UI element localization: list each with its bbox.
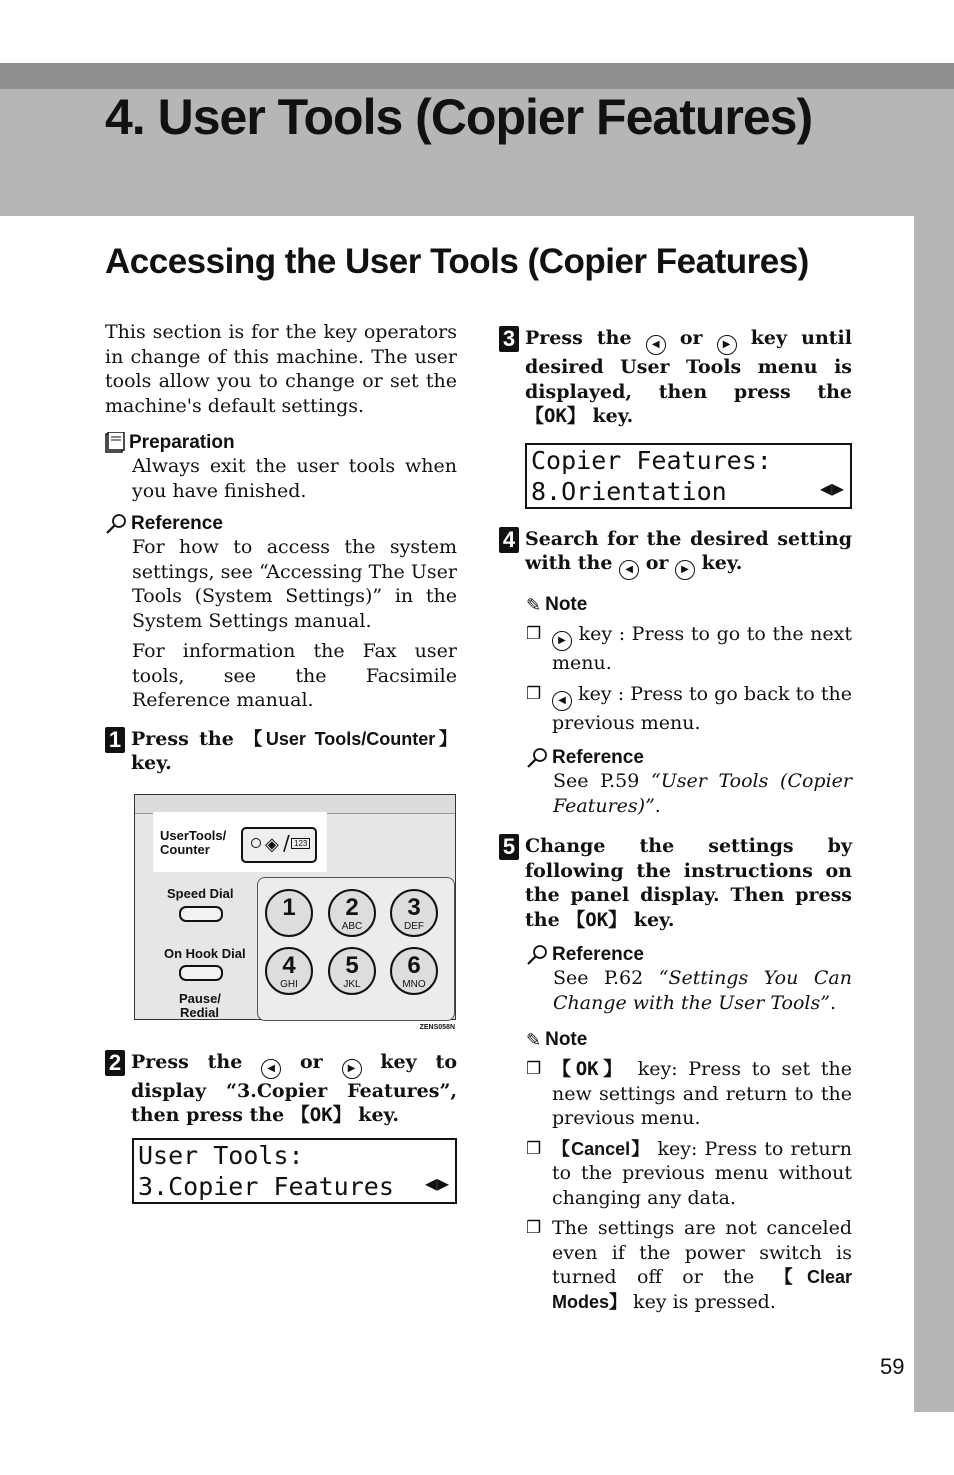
left-arrow-key-icon: ◀ [261,1059,281,1079]
diamond-icon: ◈ [265,833,279,855]
section-title: Accessing the User Tools (Copier Features) [105,242,809,281]
note-label-1: Note [545,594,588,615]
right-arrow-key-icon: ▶ [675,560,695,580]
note-heading-1 [526,594,852,616]
reference-label-3: Reference [552,944,644,965]
chapter-title: 4. User Tools (Copier Features) [105,89,813,145]
lcd-scroll-arrows-icon: ◀▶ [819,475,844,500]
key-4-letters: GHI [280,978,298,990]
step-number-4: 4 [499,527,519,553]
key-4-number: 4 [282,951,296,979]
right-column [499,320,852,1314]
figure-code: ZENS058N [419,1023,455,1031]
keypad-key-4 [265,947,313,995]
on-hook-dial-label: On Hook Dial [164,945,246,961]
preparation-label: Preparation [129,432,235,453]
step-5-text [525,834,852,932]
note-1-bullet-2 [526,682,852,736]
checkbox-icon: ❒ [526,1059,542,1079]
key-5-letters: JKL [343,978,361,990]
lcd-display-copier-features [525,443,852,509]
step-3-text [525,326,852,429]
step-4-end: key. [695,552,743,574]
indicator-icon [251,838,261,848]
note-2-bullet-3-pre: The settings are not canceled even if the power switch is turned off or the [552,1217,852,1288]
reference-heading-1 [105,513,457,535]
reference-3-post: . [829,991,836,1014]
step-2 [105,1050,457,1128]
key-3-letters: DEF [404,920,424,932]
key-3-number: 3 [407,893,421,921]
reference-label-2: Reference [552,747,644,768]
pencil-icon: ✎ [526,594,542,616]
step-5-end: key. [627,908,675,931]
reference-text-1b: For information the Fax user tools, see the Facsimile Reference manual. [132,640,457,711]
step-number-1: 1 [105,727,125,753]
step-2-end: key. [351,1104,400,1126]
key-5-number: 5 [345,951,359,979]
lcd-scroll-arrows-icon: ◀▶ [424,1170,449,1195]
lcd-line-1: Copier Features: [531,445,772,475]
note-label-2: Note [545,1029,588,1050]
preparation-heading [105,432,457,454]
note-heading-2 [526,1029,852,1051]
checkbox-icon: ❒ [526,1138,542,1159]
keypad-key-3 [390,889,438,937]
keypad-key-5 [328,947,376,995]
cancel-key-label: 【Cancel】 [552,1138,651,1159]
reference-text-1a: For how to access the system settings, see “Accessing The User Tools (System Settings)” in the System Settings manual. [132,536,457,632]
step-4-or: or [639,552,675,574]
step-3-pre: Press the [525,327,646,349]
keypad-key-2 [328,889,376,937]
side-band [914,216,954,1412]
note-1-bullet-1 [526,622,852,676]
left-arrow-key-icon: ◀ [646,335,666,355]
note-1-bullet-1-text: key : Press to go to the next menu. [552,623,852,674]
reference-heading-3 [526,944,852,966]
step-4-pre: Search for the desired setting with the [525,527,852,574]
step-4 [499,527,852,581]
left-column [105,320,457,1204]
step-3 [499,326,852,429]
magnifier-icon [105,513,127,535]
note-2-bullet-1 [526,1057,852,1131]
ok-key-label: 【OK】 [525,405,586,427]
step-3-post: key until desired User Tools menu is displayed, then press the [525,327,852,403]
speed-dial-label: Speed Dial [167,885,234,901]
step-2-post: key to display “3.Copier Features”, then press the [131,1050,457,1126]
speed-dial-button [179,906,223,922]
key-6-number: 6 [407,951,421,979]
step-2-or: or [281,1050,342,1073]
lcd-line-1: User Tools: [138,1140,304,1170]
step-1-text [131,727,457,776]
user-tools-counter-key: 【User Tools/Counter】 [244,728,457,749]
step-1-pre: Press the [131,727,245,750]
reference-2-pre: See P.59 [553,770,651,792]
chapter-top-bar [0,63,954,89]
lcd-display-user-tools [132,1138,457,1204]
checkbox-icon: ❒ [526,683,542,704]
usertools-label: UserTools/ [160,827,227,843]
left-arrow-key-icon: ◀ [552,691,572,711]
preparation-text: Always exit the user tools when you have finished. [132,455,457,502]
reference-label-1: Reference [131,513,223,534]
note-1-bullet-2-text: key : Press to go back to the previous menu. [552,682,852,734]
reference-3-link[interactable]: “Settings You Can Change with the User Tools” [553,967,852,1014]
step-5-main: Change the settings by following the instructions on the panel display. Then press the [525,835,852,931]
right-arrow-key-icon: ▶ [552,631,572,651]
on-hook-dial-button [179,965,223,981]
ok-key-label: 【OK】 [552,1058,627,1080]
keypad-key-6 [390,947,438,995]
step-3-or: or [665,327,717,349]
step-number-3: 3 [499,326,519,352]
pencil-icon: ✎ [526,1029,542,1051]
step-3-end: key. [585,405,634,427]
keypad-key-1 [265,889,313,937]
note-2-bullet-1-text: key: Press to set the new settings and return to the previous menu. [552,1058,852,1129]
reference-text-3 [553,966,852,1015]
step-2-text [131,1050,457,1128]
step-4-text [525,527,852,581]
step-1-post: key. [131,752,172,774]
note-2-bullet-2 [526,1137,852,1211]
reference-2-post: . [654,794,661,817]
slash-icon: / [283,830,290,855]
magnifier-icon [526,944,548,966]
left-arrow-key-icon: ◀ [619,560,639,580]
reference-2-link[interactable]: “User Tools (Copier Features)” [553,770,852,817]
reference-text-2 [553,769,852,818]
step-2-pre: Press the [131,1050,262,1073]
lcd-line-2: 8.Orientation [531,476,727,506]
ok-key-label: 【OK】 [290,1104,352,1126]
magnifier-icon [526,747,548,769]
key-1-number: 1 [282,893,296,921]
note-2-bullet-2-text: key: Press to return to the previous menu without changing any data. [552,1137,853,1209]
step-1 [105,727,457,776]
control-panel-illustration [134,794,456,1031]
ok-key-label: 【OK】 [566,908,628,931]
right-arrow-key-icon: ▶ [342,1059,362,1079]
step-5 [499,834,852,932]
pause-label: Pause/ [179,990,221,1006]
right-arrow-key-icon: ▶ [717,335,737,355]
clear-modes-key-label: 【Clear Modes】 [552,1267,852,1312]
checkbox-icon: ❒ [526,624,542,644]
counter-badge: 123 [291,838,310,849]
lcd-line-2: 3.Copier Features [138,1171,394,1201]
preparation-icon [105,432,125,454]
page-number: 59 [880,1354,905,1379]
counter-label: Counter [160,841,210,857]
note-2-bullet-3 [526,1216,852,1314]
step-number-5: 5 [499,834,519,860]
step-number-2: 2 [105,1050,125,1076]
checkbox-icon: ❒ [526,1218,542,1238]
key-6-letters: MNO [402,978,426,990]
reference-3-pre: See P.62 [553,967,659,989]
user-tools-counter-button [241,827,317,863]
key-2-number: 2 [345,893,359,921]
redial-label: Redial [180,1004,220,1020]
note-2-bullet-3-post: key is pressed. [627,1290,776,1313]
reference-heading-2 [526,747,852,769]
key-2-letters: ABC [341,920,363,932]
intro-text: This section is for the key operators in change of this machine. The user tools allow you to change or set the machine's default settings. [105,321,457,417]
